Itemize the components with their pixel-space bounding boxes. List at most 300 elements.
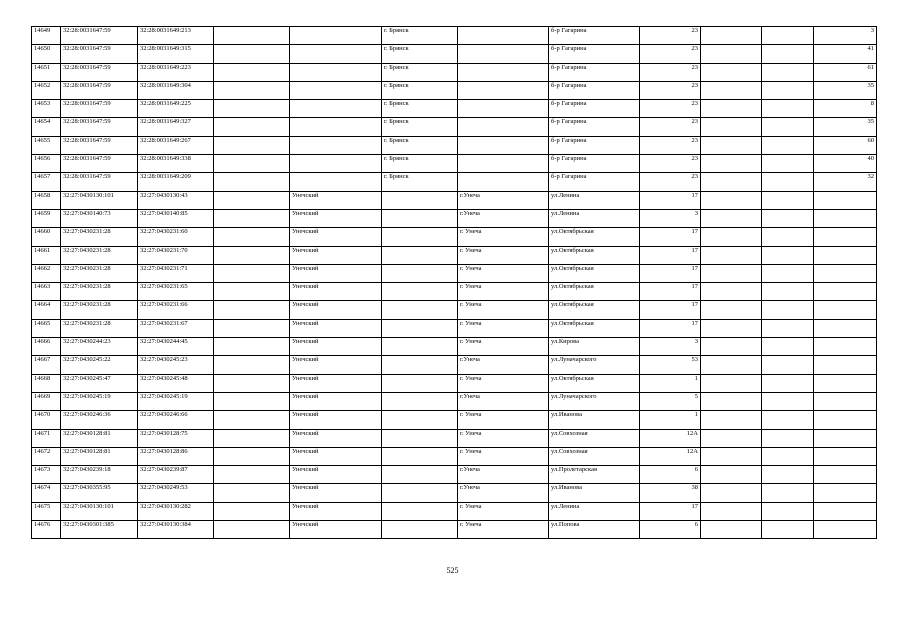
cadastral-number-cell: 32:27:0430231:28: [61, 264, 138, 282]
settlement-cell: [458, 100, 549, 118]
object-cadastral-number-cell: 32:27:0430231:70: [138, 246, 214, 264]
region-cell: [214, 392, 290, 410]
cadastral-number-cell: 32:27:0430130:101: [61, 191, 138, 209]
house-cell: 17: [640, 228, 701, 246]
settlement-cell: [458, 155, 549, 173]
flat-cell: [814, 319, 877, 337]
region-cell: [214, 228, 290, 246]
house-cell: 6: [640, 466, 701, 484]
flat-cell: [814, 356, 877, 374]
table-row: [32, 502, 877, 520]
cadastral-number-cell: 32:28:0031647:59: [61, 173, 138, 191]
building-cell: [701, 466, 762, 484]
street-cell: б-р Гагарина: [549, 136, 640, 154]
region-cell: [214, 502, 290, 520]
building-cell: [701, 374, 762, 392]
register-table: [31, 26, 877, 539]
house-cell: 17: [640, 264, 701, 282]
building-cell: [701, 429, 762, 447]
object-cadastral-number-cell: 32:28:0031649:338: [138, 155, 214, 173]
row-number-cell: 14662: [32, 264, 61, 282]
table-row: [32, 521, 877, 539]
district-cell: [290, 81, 382, 99]
region-cell: [214, 155, 290, 173]
building-cell: [701, 246, 762, 264]
object-cadastral-number-cell: 32:27:0430130:384: [138, 521, 214, 539]
settlement-cell: г.Унеча: [458, 191, 549, 209]
district-cell: Унечский: [290, 319, 382, 337]
row-number-cell: 14660: [32, 228, 61, 246]
settlement-cell: [458, 173, 549, 191]
street-cell: б-р Гагарина: [549, 100, 640, 118]
settlement-cell: г.Унеча: [458, 466, 549, 484]
city-cell: [382, 301, 458, 319]
cadastral-number-cell: 32:27:0430231:28: [61, 301, 138, 319]
table-row: [32, 118, 877, 136]
flat-cell: [814, 411, 877, 429]
row-number-cell: 14650: [32, 45, 61, 63]
row-number-cell: 14658: [32, 191, 61, 209]
building-cell: [701, 27, 762, 45]
district-cell: Унечский: [290, 484, 382, 502]
building-cell: [701, 81, 762, 99]
street-cell: ул.Октябрьская: [549, 301, 640, 319]
region-cell: [214, 521, 290, 539]
house-cell: 17: [640, 319, 701, 337]
flat-cell: [814, 484, 877, 502]
house-cell: 38: [640, 484, 701, 502]
table-row: [32, 100, 877, 118]
row-number-cell: 14674: [32, 484, 61, 502]
settlement-cell: г. Унеча: [458, 447, 549, 465]
city-cell: [382, 283, 458, 301]
district-cell: Унечский: [290, 392, 382, 410]
district-cell: Унечский: [290, 411, 382, 429]
building-cell: [701, 356, 762, 374]
object-cadastral-number-cell: 32:27:0430245:23: [138, 356, 214, 374]
settlement-cell: г. Унеча: [458, 521, 549, 539]
apartment-cell: [762, 246, 814, 264]
building-cell: [701, 45, 762, 63]
object-cadastral-number-cell: 32:27:0430245:48: [138, 374, 214, 392]
city-cell: [382, 521, 458, 539]
flat-cell: 61: [814, 63, 877, 81]
apartment-cell: [762, 264, 814, 282]
object-cadastral-number-cell: 32:28:0031649:304: [138, 81, 214, 99]
table-row: [32, 246, 877, 264]
street-cell: ул.Октябрьская: [549, 264, 640, 282]
object-cadastral-number-cell: 32:27:0430128:86: [138, 447, 214, 465]
building-cell: [701, 100, 762, 118]
district-cell: Унечский: [290, 191, 382, 209]
settlement-cell: [458, 45, 549, 63]
street-cell: ул.Пролетарская: [549, 466, 640, 484]
row-number-cell: 14671: [32, 429, 61, 447]
building-cell: [701, 136, 762, 154]
cadastral-number-cell: 32:27:0430231:28: [61, 228, 138, 246]
building-cell: [701, 173, 762, 191]
region-cell: [214, 466, 290, 484]
flat-cell: [814, 283, 877, 301]
house-cell: 23: [640, 173, 701, 191]
apartment-cell: [762, 100, 814, 118]
city-cell: г. Брянск: [382, 63, 458, 81]
row-number-cell: 14665: [32, 319, 61, 337]
building-cell: [701, 228, 762, 246]
row-number-cell: 14664: [32, 301, 61, 319]
cadastral-number-cell: 32:27:0430239:18: [61, 466, 138, 484]
object-cadastral-number-cell: 32:28:0031649:213: [138, 27, 214, 45]
house-cell: 53: [640, 356, 701, 374]
district-cell: Унечский: [290, 209, 382, 227]
street-cell: б-р Гагарина: [549, 63, 640, 81]
region-cell: [214, 338, 290, 356]
house-cell: 23: [640, 27, 701, 45]
object-cadastral-number-cell: 32:27:0430249:53: [138, 484, 214, 502]
house-cell: 23: [640, 118, 701, 136]
street-cell: б-р Гагарина: [549, 155, 640, 173]
city-cell: [382, 356, 458, 374]
building-cell: [701, 63, 762, 81]
apartment-cell: [762, 374, 814, 392]
cadastral-number-cell: 32:27:0430231:28: [61, 319, 138, 337]
district-cell: Унечский: [290, 301, 382, 319]
street-cell: б-р Гагарина: [549, 27, 640, 45]
district-cell: Унечский: [290, 338, 382, 356]
object-cadastral-number-cell: 32:28:0031649:225: [138, 100, 214, 118]
district-cell: [290, 45, 382, 63]
settlement-cell: г. Унеча: [458, 374, 549, 392]
object-cadastral-number-cell: 32:28:0031649:327: [138, 118, 214, 136]
object-cadastral-number-cell: 32:27:0430239:87: [138, 466, 214, 484]
city-cell: г. Брянск: [382, 136, 458, 154]
apartment-cell: [762, 118, 814, 136]
object-cadastral-number-cell: 32:27:0430231:66: [138, 301, 214, 319]
table-row: [32, 356, 877, 374]
object-cadastral-number-cell: 32:27:0430140:85: [138, 209, 214, 227]
row-number-cell: 14653: [32, 100, 61, 118]
house-cell: 23: [640, 100, 701, 118]
settlement-cell: г. Унеча: [458, 338, 549, 356]
district-cell: Унечский: [290, 502, 382, 520]
house-cell: 12А: [640, 447, 701, 465]
apartment-cell: [762, 319, 814, 337]
region-cell: [214, 209, 290, 227]
table-row: [32, 27, 877, 45]
apartment-cell: [762, 392, 814, 410]
row-number-cell: 14675: [32, 502, 61, 520]
table-body: [32, 27, 877, 539]
street-cell: ул.Ленина: [549, 209, 640, 227]
city-cell: [382, 429, 458, 447]
region-cell: [214, 301, 290, 319]
flat-cell: [814, 374, 877, 392]
house-cell: 1: [640, 374, 701, 392]
street-cell: ул.Иванова: [549, 411, 640, 429]
apartment-cell: [762, 502, 814, 520]
settlement-cell: г. Унеча: [458, 502, 549, 520]
region-cell: [214, 484, 290, 502]
flat-cell: [814, 521, 877, 539]
street-cell: б-р Гагарина: [549, 81, 640, 99]
city-cell: [382, 484, 458, 502]
region-cell: [214, 374, 290, 392]
region-cell: [214, 246, 290, 264]
building-cell: [701, 118, 762, 136]
flat-cell: [814, 392, 877, 410]
flat-cell: 60: [814, 136, 877, 154]
flat-cell: [814, 301, 877, 319]
apartment-cell: [762, 191, 814, 209]
region-cell: [214, 173, 290, 191]
apartment-cell: [762, 411, 814, 429]
street-cell: ул.Совхозная: [549, 447, 640, 465]
district-cell: Унечский: [290, 283, 382, 301]
apartment-cell: [762, 447, 814, 465]
settlement-cell: [458, 27, 549, 45]
region-cell: [214, 283, 290, 301]
cadastral-number-cell: 32:27:0430244:23: [61, 338, 138, 356]
house-cell: 23: [640, 63, 701, 81]
house-cell: 3: [640, 209, 701, 227]
cadastral-number-cell: 32:27:0430245:19: [61, 392, 138, 410]
table-row: [32, 301, 877, 319]
city-cell: [382, 209, 458, 227]
house-cell: 17: [640, 301, 701, 319]
house-cell: 3: [640, 338, 701, 356]
house-cell: 17: [640, 502, 701, 520]
flat-cell: 35: [814, 81, 877, 99]
cadastral-number-cell: 32:27:0430231:28: [61, 246, 138, 264]
street-cell: ул.Луначарского: [549, 392, 640, 410]
building-cell: [701, 155, 762, 173]
object-cadastral-number-cell: 32:28:0031649:223: [138, 63, 214, 81]
object-cadastral-number-cell: 32:27:0430231:65: [138, 283, 214, 301]
city-cell: г. Брянск: [382, 27, 458, 45]
flat-cell: 41: [814, 45, 877, 63]
row-number-cell: 14652: [32, 81, 61, 99]
house-cell: 23: [640, 81, 701, 99]
street-cell: б-р Гагарина: [549, 45, 640, 63]
row-number-cell: 14670: [32, 411, 61, 429]
row-number-cell: 14667: [32, 356, 61, 374]
city-cell: [382, 228, 458, 246]
row-number-cell: 14672: [32, 447, 61, 465]
apartment-cell: [762, 228, 814, 246]
city-cell: [382, 502, 458, 520]
house-cell: 17: [640, 283, 701, 301]
district-cell: Унечский: [290, 429, 382, 447]
city-cell: г. Брянск: [382, 155, 458, 173]
cadastral-number-cell: 32:27:0430301:385: [61, 521, 138, 539]
district-cell: [290, 63, 382, 81]
row-number-cell: 14651: [32, 63, 61, 81]
flat-cell: [814, 466, 877, 484]
region-cell: [214, 81, 290, 99]
cadastral-number-cell: 32:27:0430128:81: [61, 429, 138, 447]
building-cell: [701, 301, 762, 319]
street-cell: ул.Луначарского: [549, 356, 640, 374]
city-cell: г. Брянск: [382, 45, 458, 63]
settlement-cell: г. Унеча: [458, 283, 549, 301]
building-cell: [701, 392, 762, 410]
settlement-cell: [458, 63, 549, 81]
table-row: [32, 338, 877, 356]
cadastral-number-cell: 32:28:0031647:59: [61, 100, 138, 118]
flat-cell: [814, 191, 877, 209]
apartment-cell: [762, 136, 814, 154]
building-cell: [701, 447, 762, 465]
settlement-cell: [458, 81, 549, 99]
cadastral-number-cell: 32:27:0430231:28: [61, 283, 138, 301]
district-cell: [290, 155, 382, 173]
street-cell: ул.Октябрьская: [549, 228, 640, 246]
register-table-container: [31, 26, 877, 539]
district-cell: [290, 136, 382, 154]
flat-cell: 8: [814, 100, 877, 118]
table-row: [32, 484, 877, 502]
table-row: [32, 264, 877, 282]
table-row: [32, 283, 877, 301]
street-cell: б-р Гагарина: [549, 118, 640, 136]
apartment-cell: [762, 356, 814, 374]
object-cadastral-number-cell: 32:27:0430130:282: [138, 502, 214, 520]
street-cell: ул.Ленина: [549, 191, 640, 209]
city-cell: [382, 319, 458, 337]
house-cell: 17: [640, 246, 701, 264]
flat-cell: [814, 228, 877, 246]
street-cell: б-р Гагарина: [549, 173, 640, 191]
cadastral-number-cell: 32:27:0430130:101: [61, 502, 138, 520]
settlement-cell: г.Унеча: [458, 392, 549, 410]
cadastral-number-cell: 32:27:0430355:95: [61, 484, 138, 502]
house-cell: 17: [640, 191, 701, 209]
apartment-cell: [762, 63, 814, 81]
region-cell: [214, 118, 290, 136]
district-cell: Унечский: [290, 228, 382, 246]
apartment-cell: [762, 301, 814, 319]
object-cadastral-number-cell: 32:28:0031649:267: [138, 136, 214, 154]
table-row: [32, 81, 877, 99]
cadastral-number-cell: 32:28:0031647:59: [61, 45, 138, 63]
region-cell: [214, 27, 290, 45]
street-cell: ул.Октябрьская: [549, 374, 640, 392]
city-cell: г. Брянск: [382, 81, 458, 99]
page-number: 525: [446, 566, 459, 575]
city-cell: [382, 264, 458, 282]
object-cadastral-number-cell: 32:27:0430246:66: [138, 411, 214, 429]
apartment-cell: [762, 283, 814, 301]
region-cell: [214, 45, 290, 63]
settlement-cell: г.Унеча: [458, 356, 549, 374]
region-cell: [214, 264, 290, 282]
settlement-cell: г. Унеча: [458, 319, 549, 337]
district-cell: Унечский: [290, 447, 382, 465]
flat-cell: [814, 429, 877, 447]
cadastral-number-cell: 32:27:0430246:36: [61, 411, 138, 429]
settlement-cell: г. Унеча: [458, 429, 549, 447]
settlement-cell: г.Унеча: [458, 209, 549, 227]
city-cell: [382, 338, 458, 356]
street-cell: ул.Иванова: [549, 484, 640, 502]
building-cell: [701, 502, 762, 520]
table-row: [32, 136, 877, 154]
flat-cell: [814, 338, 877, 356]
row-number-cell: 14676: [32, 521, 61, 539]
cadastral-number-cell: 32:28:0031647:59: [61, 81, 138, 99]
row-number-cell: 14659: [32, 209, 61, 227]
flat-cell: [814, 209, 877, 227]
building-cell: [701, 338, 762, 356]
row-number-cell: 14669: [32, 392, 61, 410]
house-cell: 23: [640, 155, 701, 173]
object-cadastral-number-cell: 32:27:0430231:60: [138, 228, 214, 246]
city-cell: [382, 466, 458, 484]
street-cell: ул.Попова: [549, 521, 640, 539]
row-number-cell: 14666: [32, 338, 61, 356]
apartment-cell: [762, 484, 814, 502]
building-cell: [701, 209, 762, 227]
district-cell: Унечский: [290, 356, 382, 374]
table-row: [32, 466, 877, 484]
flat-cell: 40: [814, 155, 877, 173]
cadastral-number-cell: 32:28:0031647:59: [61, 27, 138, 45]
cadastral-number-cell: 32:27:0430140:73: [61, 209, 138, 227]
row-number-cell: 14656: [32, 155, 61, 173]
region-cell: [214, 136, 290, 154]
house-cell: 23: [640, 136, 701, 154]
table-row: [32, 63, 877, 81]
table-row: [32, 374, 877, 392]
row-number-cell: 14673: [32, 466, 61, 484]
building-cell: [701, 411, 762, 429]
row-number-cell: 14661: [32, 246, 61, 264]
district-cell: [290, 100, 382, 118]
district-cell: Унечский: [290, 264, 382, 282]
cadastral-number-cell: 32:28:0031647:59: [61, 63, 138, 81]
street-cell: ул.Кирова: [549, 338, 640, 356]
building-cell: [701, 521, 762, 539]
house-cell: 6: [640, 521, 701, 539]
row-number-cell: 14668: [32, 374, 61, 392]
region-cell: [214, 63, 290, 81]
settlement-cell: г. Унеча: [458, 246, 549, 264]
apartment-cell: [762, 27, 814, 45]
city-cell: [382, 411, 458, 429]
house-cell: 5: [640, 392, 701, 410]
object-cadastral-number-cell: 32:27:0430245:19: [138, 392, 214, 410]
settlement-cell: [458, 118, 549, 136]
row-number-cell: 14649: [32, 27, 61, 45]
city-cell: [382, 392, 458, 410]
street-cell: ул.Октябрьская: [549, 283, 640, 301]
settlement-cell: г.Унеча: [458, 484, 549, 502]
street-cell: ул.Октябрьская: [549, 246, 640, 264]
street-cell: ул.Октябрьская: [549, 319, 640, 337]
object-cadastral-number-cell: 32:27:0430128:75: [138, 429, 214, 447]
row-number-cell: 14663: [32, 283, 61, 301]
flat-cell: 32: [814, 173, 877, 191]
object-cadastral-number-cell: 32:27:0430244:45: [138, 338, 214, 356]
table-row: [32, 191, 877, 209]
city-cell: [382, 447, 458, 465]
apartment-cell: [762, 173, 814, 191]
house-cell: 1: [640, 411, 701, 429]
district-cell: Унечский: [290, 246, 382, 264]
object-cadastral-number-cell: 32:27:0430231:71: [138, 264, 214, 282]
city-cell: г. Брянск: [382, 173, 458, 191]
row-number-cell: 14654: [32, 118, 61, 136]
